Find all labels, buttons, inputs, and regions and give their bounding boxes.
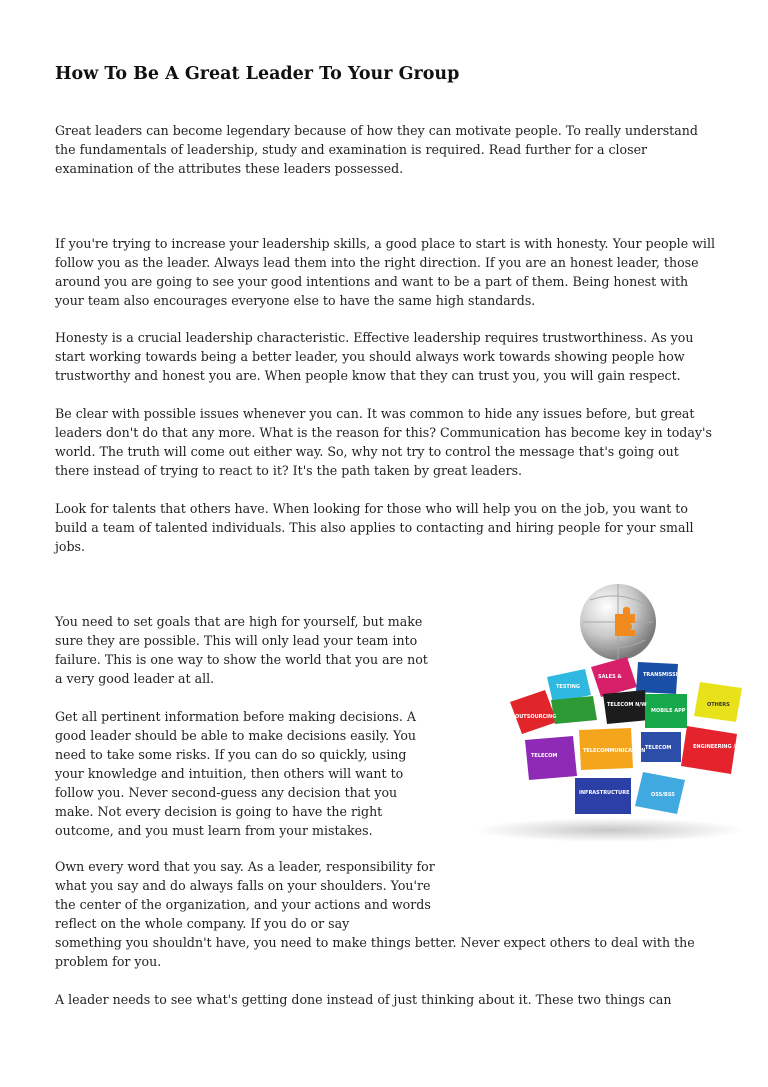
paragraph-own-words: Own every word that you say. As a leader, responsibility for what you say and do always falls on your shoulders. You're the center of the organization, and your actions and words reflect on the whole company. If you do or say: [55, 859, 435, 931]
paragraph-honesty: If you're trying to increase your leadership skills, a good place to start is with honesty. Your people will follow you as the leader. Always lead them into the right direction. If you are an honest leader, those around you are going to see your good intentions and want to be a part of them. Being honest with your team also encourages everyone else to have the same high standards.: [55, 236, 716, 308]
sales-marketing-label: SALES &: [598, 674, 622, 680]
engineering-label: ENGINEERING /: [693, 744, 736, 750]
paragraph-trust: Honesty is a crucial leadership characteristic. Effective leadership requires trustworthiness. As you start working towards being a better leader, you should always work towards showing people how trustworthy and honest you are. When people know that they can trust you, you will gain respect.: [55, 330, 694, 383]
paragraph-decisions: Get all pertinent information before making decisions. A good leader should be able to make decisions easily. You need to take some risks. If you can do so quickly, using your knowledge and intuition, then others will want to follow you. Never second-guess any decision that you make. Not every decision is going to have the right outcome, and you must learn from your mistakes.: [55, 709, 417, 838]
paragraph-getting-done: A leader needs to see what's getting done instead of just thinking about it. These two things can: [55, 992, 672, 1007]
others-label: OTHERS: [707, 702, 730, 708]
paragraph-talents: Look for talents that others have. When looking for those who will help you on the job, you want to build a team of talented individuals. This also applies to contacting and hiring people for your small jobs.: [55, 501, 694, 554]
page-title: How To Be A Great Leader To Your Group: [55, 64, 460, 84]
infrastructure-label: INFRASTRUCTURE: [579, 790, 630, 796]
puzzle-illustration: [455, 582, 760, 842]
testing-label: TESTING: [556, 684, 580, 690]
telecom-provisioning-label: TELECOM: [531, 753, 558, 759]
telecom-label: TELECOM: [645, 745, 672, 751]
paragraph-goals: You need to set goals that are high for yourself, but make sure they are possible. This will only lead your team into failure. This is one way to show the world that you are not a very good leader at all.: [55, 614, 428, 686]
transmission-label: TRANSMISSION: [643, 672, 687, 678]
shadow-shape: [475, 818, 745, 842]
protocols-label: TELECOMMUNICATION: [583, 748, 646, 754]
telecom-nw-label: TELECOM N/W: [607, 702, 647, 708]
paragraph-intro: Great leaders can become legendary because of how they can motivate people. To really understand the fundamentals of leadership, study and examination is required. Read further for a closer examination of the attributes these leaders possessed.: [55, 123, 698, 176]
paragraph-issues: Be clear with possible issues whenever you can. It was common to hide any issues before, but great leaders don't do that any more. What is the reason for this? Communication has become key in today's world. The truth will come out either way. So, why not try to control the message that's going out there instead of trying to react to it? It's the path taken by great leaders.: [55, 406, 712, 478]
outsourcing-label: OUTSOURCING: [515, 714, 557, 720]
paragraph-own-words-cont: something you shouldn't have, you need to make things better. Never expect others to deal with the problem for you.: [55, 935, 695, 969]
oss-bss-label: OSS/BSS: [651, 792, 675, 798]
mobile-app-label: MOBILE APP: [651, 708, 686, 714]
